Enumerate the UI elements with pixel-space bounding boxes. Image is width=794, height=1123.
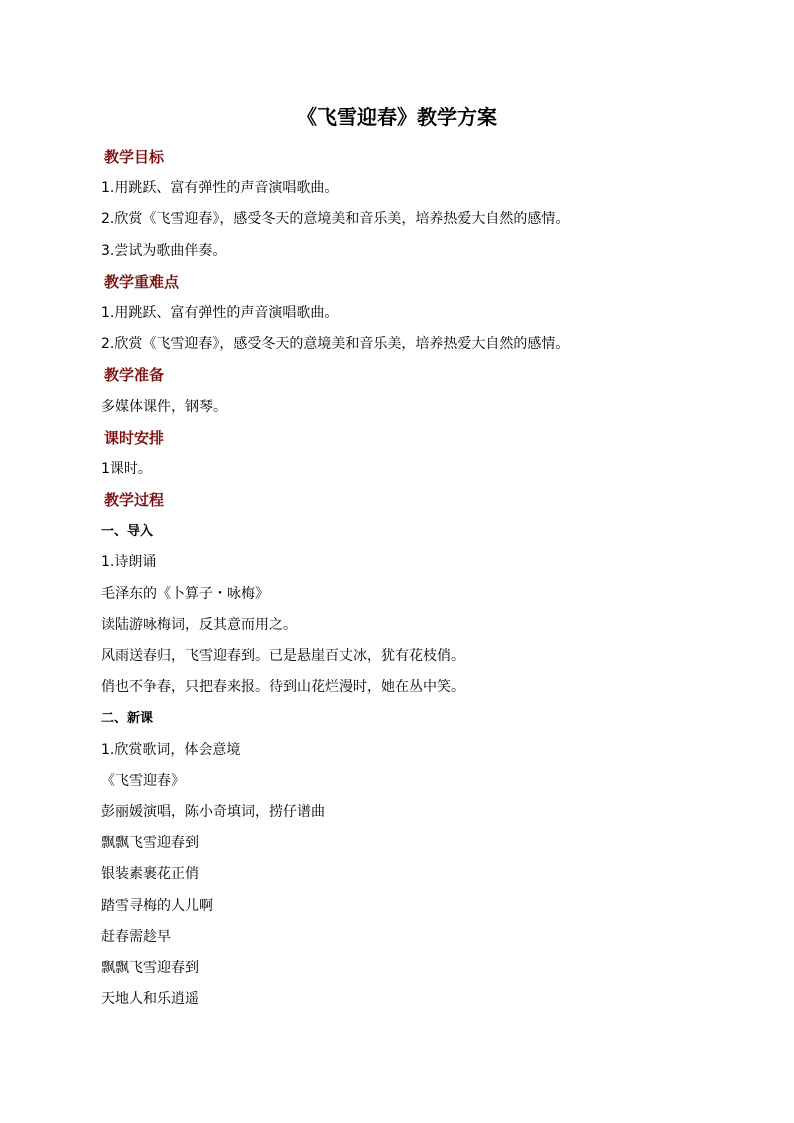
section-heading: 教学目标 — [104, 148, 165, 166]
body-text-line: 俏也不争春，只把春来报。待到山花烂漫时，她在丛中笑。 — [101, 679, 465, 696]
body-text-line: 1课时。 — [101, 460, 152, 477]
body-text-line: 赶春需趁早 — [101, 928, 171, 945]
section-heading: 教学准备 — [104, 366, 165, 385]
body-text-line: 3.尝试为歌曲伴奏。 — [101, 242, 227, 259]
body-text-line: 读陆游咏梅词，反其意而用之。 — [101, 616, 297, 633]
body-text-line: 1.用跳跃、富有弹性的声音演唱歌曲。 — [101, 180, 339, 197]
body-text-line: 毛泽东的《卜算子・咏梅》 — [101, 585, 269, 602]
document-title: 《飞雪迎春》教学方案 — [297, 105, 497, 129]
body-text-line: 银装素裹花正俏 — [101, 866, 199, 883]
body-text-line: 2.欣赏《飞雪迎春》，感受冬天的意境美和音乐美，培养热爱大自然的感情。 — [101, 211, 570, 228]
section-heading: 教学重难点 — [104, 272, 180, 291]
body-text-line: 彭丽媛演唱，陈小奇填词，捞仔谱曲 — [101, 803, 325, 820]
body-text-line: 天地人和乐逍遥 — [101, 991, 199, 1008]
body-text-line: 多媒体课件，钢琴。 — [101, 398, 227, 415]
subsection-heading: 一、导入 — [101, 524, 154, 540]
section-heading: 课时安排 — [104, 428, 165, 447]
document-body — [101, 142, 721, 1015]
body-text-line: 1.诗朗诵 — [101, 554, 157, 571]
body-text-line: 风雨送春归，飞雪迎春到。已是悬崖百丈冰，犹有花枝俏。 — [101, 648, 465, 664]
body-text-line: 《飞雪迎春》 — [101, 772, 185, 789]
subsection-heading: 二、新课 — [101, 711, 154, 727]
body-text-line: 1.用跳跃、富有弹性的声音演唱歌曲。 — [101, 304, 339, 321]
body-text-line: 1.欣赏歌词，体会意境 — [101, 741, 241, 758]
body-text-line: 飘飘飞雪迎春到 — [101, 835, 199, 852]
section-heading: 教学过程 — [104, 491, 165, 510]
body-text-line: 2.欣赏《飞雪迎春》，感受冬天的意境美和音乐美，培养热爱大自然的感情。 — [101, 336, 570, 353]
body-text-line: 踏雪寻梅的人儿啊 — [101, 897, 213, 914]
body-text-line: 飘飘飞雪迎春到 — [101, 959, 199, 976]
